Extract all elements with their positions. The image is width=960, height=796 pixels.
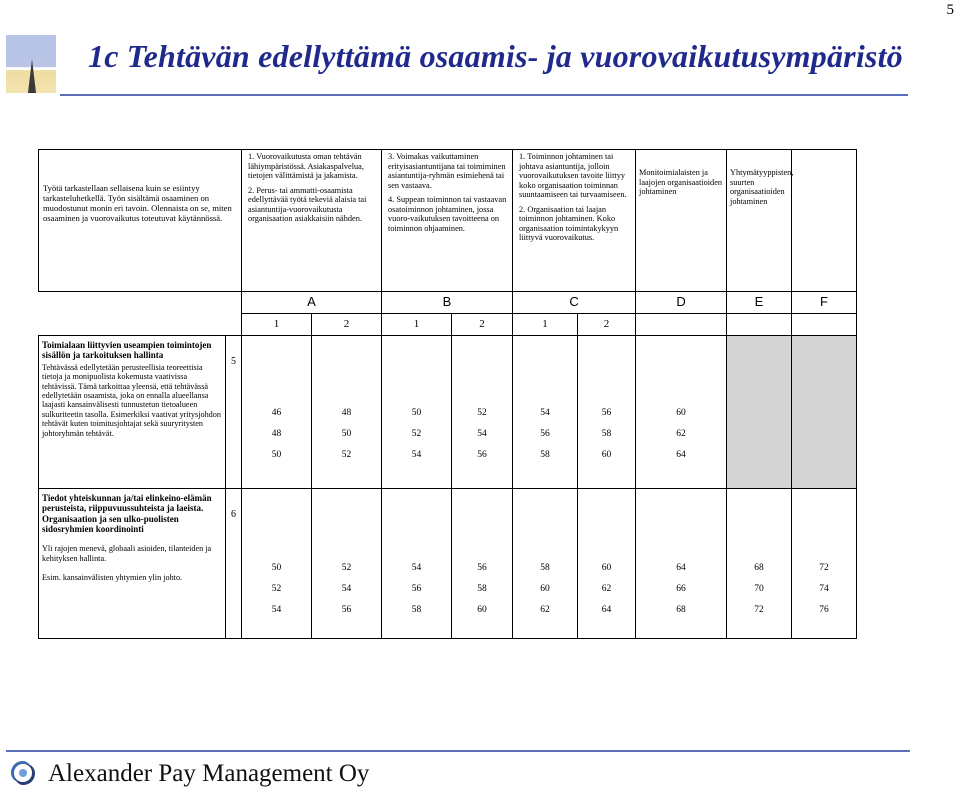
column-b-item-2: 4. Suppean toiminnon tai vastaavan osatoiminnon johtaminen, jossa vuoro-vaikutuksen tavoitteena on toiminnon ohjaaminen. bbox=[388, 195, 507, 233]
row-6-values-a2: 52 54 56 bbox=[312, 489, 382, 639]
subheader-b2: 2 bbox=[452, 314, 513, 336]
column-b-item-1: 3. Voimakas vaikuttaminen erityisasiantuntijana tai toimiminen asiantuntija-ryhmän esimiehenä tai sen vastaava. bbox=[388, 152, 506, 190]
row-5-level: 5 bbox=[226, 336, 242, 489]
subheader-a2: 2 bbox=[312, 314, 382, 336]
column-d-description: Monitoimialaisten ja laajojen organisaatioiden johtaminen bbox=[636, 150, 727, 292]
column-letter-c: C bbox=[513, 292, 636, 314]
column-c-description bbox=[513, 150, 636, 292]
row-6-values-c1: 58 60 62 bbox=[513, 489, 578, 639]
row-6-values-d: 64 66 68 bbox=[636, 489, 727, 639]
column-b-description bbox=[382, 150, 513, 292]
subheader-b1: 1 bbox=[382, 314, 452, 336]
subheader-d bbox=[636, 314, 727, 336]
row-5-values-f-shaded bbox=[792, 336, 857, 489]
column-e-description: Yhtymätyyppisten, suurten organisaatioiden johtaminen bbox=[727, 150, 792, 292]
subheader-c2: 2 bbox=[578, 314, 636, 336]
competence-table bbox=[38, 149, 857, 639]
row-6-values-a1: 50 52 54 bbox=[242, 489, 312, 639]
header-logo-image bbox=[6, 35, 56, 93]
subheader-row bbox=[39, 314, 857, 336]
column-a-item-1: 1. Vuorovaikutusta oman tehtävän lähiympäristössä. Asiakaspalvelua, tietojen välittämistä ja jakamista. bbox=[248, 152, 364, 181]
row-6-values-b1: 54 56 58 bbox=[382, 489, 452, 639]
row-5-values-b2: 52 54 56 bbox=[452, 336, 513, 489]
row-6-body: Yli rajojen menevä, globaali asioiden, tilanteiden ja kehityksen hallinta. bbox=[42, 544, 212, 563]
title-divider bbox=[60, 94, 908, 96]
row-6-heading: Tiedot yhteiskunnan ja/tai elinkeino-elämän perusteista, riippuvuussuhteista ja laeista. Organisaation ja sen ulko-puolisten sidosryhmien koordinointi bbox=[42, 493, 212, 535]
subheader-a1: 1 bbox=[242, 314, 312, 336]
row-5-values-c2: 56 58 60 bbox=[578, 336, 636, 489]
letter-row-blank bbox=[39, 292, 242, 314]
column-f-description bbox=[792, 150, 857, 292]
row-5-heading: Toimialaan liittyvien useampien toimintojen sisällön ja tarkoituksen hallinta bbox=[42, 340, 212, 361]
row-6-values-f: 72 74 76 bbox=[792, 489, 857, 639]
table-row bbox=[39, 336, 857, 489]
column-c-item-2: 2. Organisaation tai laajan toiminnon johtaminen. Koko organisaation toimintakykyyn liittyvä vuorovaikutus. bbox=[519, 204, 619, 243]
row-5-values-a1: 46 48 50 bbox=[242, 336, 312, 489]
page-number: 5 bbox=[946, 2, 954, 18]
footer-divider bbox=[6, 750, 910, 752]
row-5-values-c1: 54 56 58 bbox=[513, 336, 578, 489]
row-6-values-c2: 60 62 64 bbox=[578, 489, 636, 639]
column-letter-f: F bbox=[792, 292, 857, 314]
column-letter-e: E bbox=[727, 292, 792, 314]
intro-text: Työtä tarkastellaan sellaisena kuin se esiintyy tarkasteluhetkellä. Työn sisältämä osaaminen on muodostunut monin eri tavoin. Olennaista on se, miten osaaminen ja vuorovaikutus toteutuvat käytännössä. bbox=[43, 183, 232, 223]
row-5-values-b1: 50 52 54 bbox=[382, 336, 452, 489]
row-6-description bbox=[39, 489, 226, 639]
subheader-c1: 1 bbox=[513, 314, 578, 336]
row-5-description bbox=[39, 336, 226, 489]
column-a-item-2: 2. Perus- tai ammatti-osaamista edellyttävää työtä tekeviä alaisia tai asiantuntija-vuorovaikutusta organisaation asiakkaisiin nähden. bbox=[248, 185, 367, 224]
column-letter-d: D bbox=[636, 292, 727, 314]
row-5-values-d: 60 62 64 bbox=[636, 336, 727, 489]
column-letter-b: B bbox=[382, 292, 513, 314]
row-5-values-e-shaded bbox=[727, 336, 792, 489]
column-a-description bbox=[242, 150, 382, 292]
footer-company-name: Alexander Pay Management Oy bbox=[48, 760, 370, 787]
row-6-values-e: 68 70 72 bbox=[727, 489, 792, 639]
row-6-body2: Esim. kansainvälisten yhtymien ylin johto. bbox=[42, 573, 183, 583]
subheader-row-blank bbox=[39, 314, 242, 336]
row-5-body: Tehtävässä edellytetään perusteellisia teoreettisia tietoja ja monipuolista kokemusta vaativissa tehtävissä. Tämä tarkoittaa yleensä, että tehtävässä edellytetään osaamista, joka on ennalla alueellansa laajasti kansainvälisesti tunnustetun tietoalueen sulkuriteetin tasolla. Esimerkiksi vaativat yritysjohdon tehtävät kuten toimitusjohtajat sekä suuryritysten johtoryhmän tehtävät. bbox=[42, 362, 221, 438]
letter-row bbox=[39, 292, 857, 314]
page-title: 1c Tehtävän edellyttämä osaamis- ja vuorovaikutusympäristö bbox=[88, 38, 903, 74]
header-row bbox=[39, 150, 857, 292]
intro-cell bbox=[39, 150, 242, 292]
row-5-values-a2: 48 50 52 bbox=[312, 336, 382, 489]
table-row bbox=[39, 489, 857, 639]
swirl-logo-icon bbox=[8, 758, 38, 788]
subheader-e bbox=[727, 314, 792, 336]
row-6-level: 6 bbox=[226, 489, 242, 639]
subheader-f bbox=[792, 314, 857, 336]
column-c-item-1: 1. Toiminnon johtaminen tai johtava asiantuntija, jolloin vuorovaikutuksen tavoite liittyy koko organisaation toiminnan suuntaamiseen tai turvaamiseen. bbox=[519, 152, 627, 200]
column-letter-a: A bbox=[242, 292, 382, 314]
row-6-values-b2: 56 58 60 bbox=[452, 489, 513, 639]
